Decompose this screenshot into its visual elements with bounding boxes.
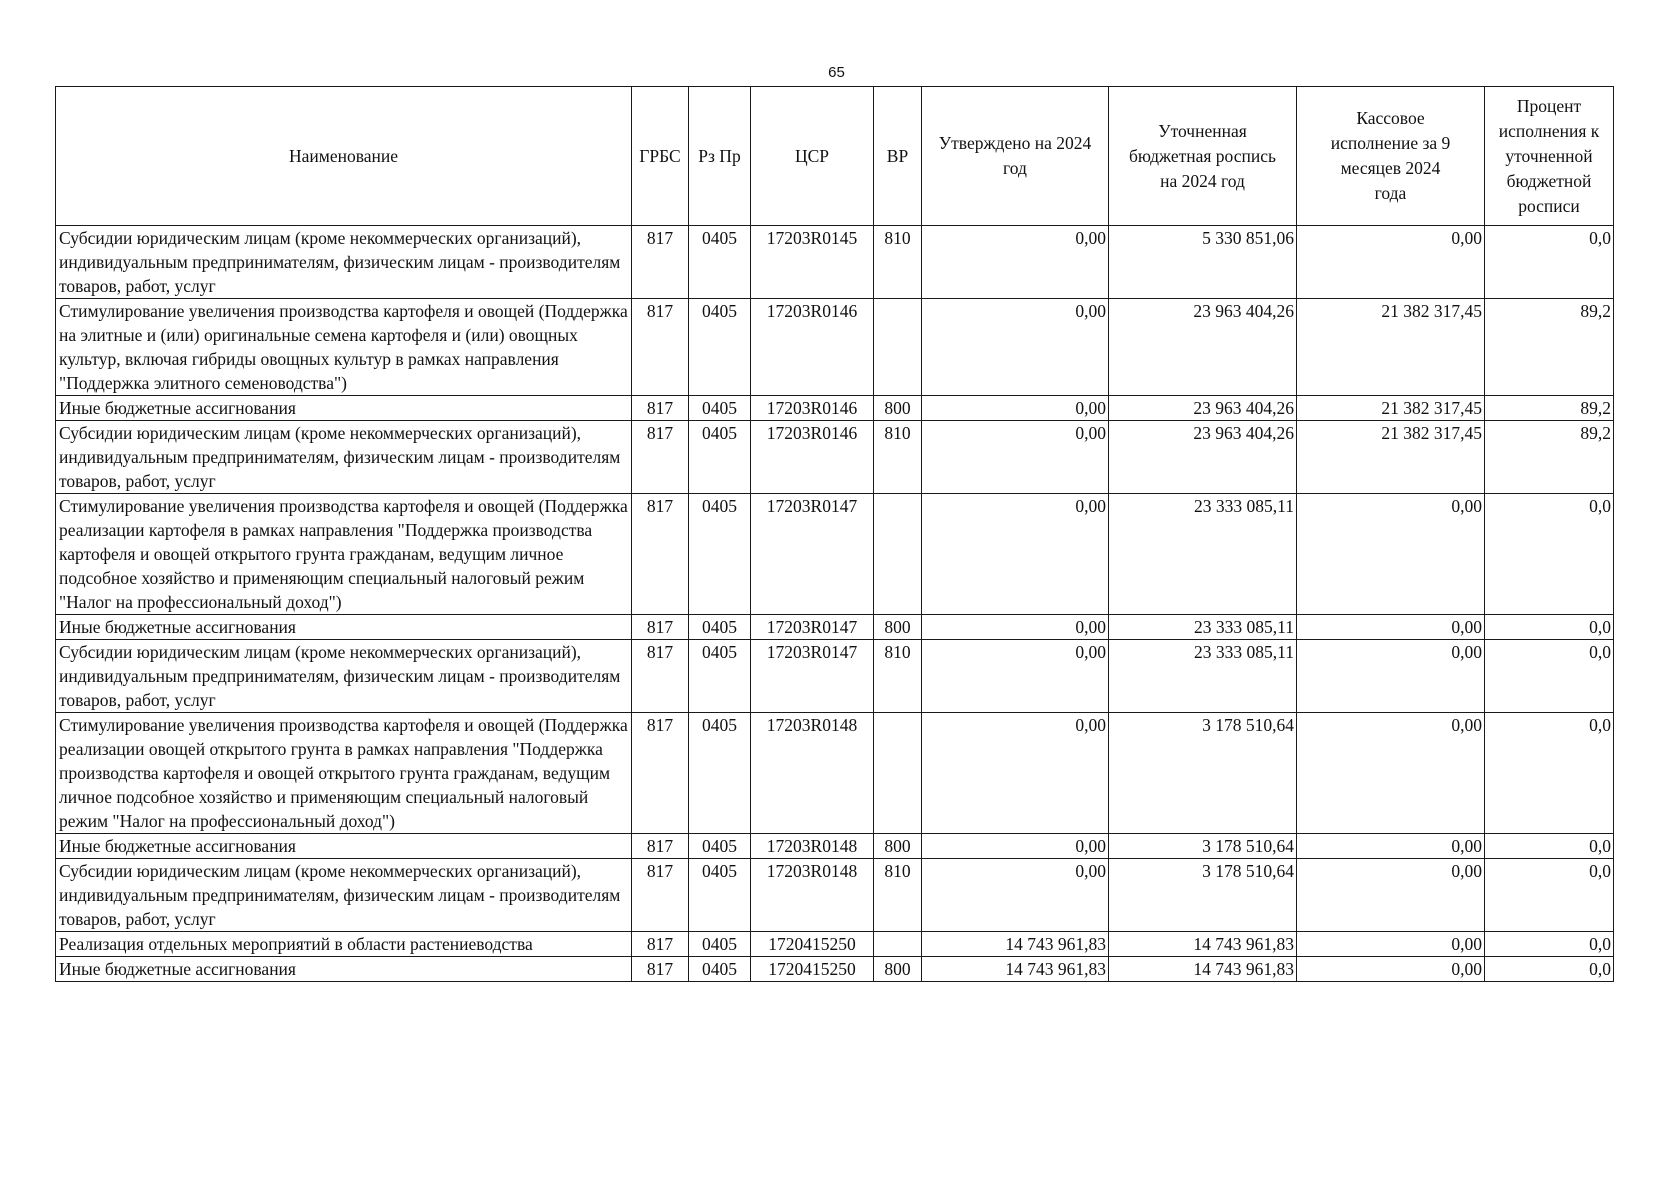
table-row: [56, 226, 1614, 299]
cell-percent: 89,2: [1485, 396, 1614, 421]
cell-cash: 0,00: [1297, 226, 1485, 299]
cell-csr: 17203R0148: [751, 834, 874, 859]
cell-refined: 23 963 404,26: [1109, 396, 1297, 421]
table-header-row: [56, 87, 1614, 226]
cell-vr: [874, 932, 922, 957]
header-percent: Процент исполнения к уточненной бюджетной росписи: [1485, 87, 1614, 226]
cell-approved: 0,00: [922, 713, 1109, 834]
cell-cash: 21 382 317,45: [1297, 299, 1485, 396]
cell-refined: 23 333 085,11: [1109, 640, 1297, 713]
cell-grbs: 817: [632, 859, 689, 932]
cell-vr: 810: [874, 421, 922, 494]
cell-grbs: 817: [632, 421, 689, 494]
cell-rzpr: 0405: [689, 396, 751, 421]
cell-percent: 0,0: [1485, 226, 1614, 299]
cell-approved: 0,00: [922, 299, 1109, 396]
cell-grbs: 817: [632, 494, 689, 615]
cell-name: Стимулирование увеличения производства картофеля и овощей (Поддержка на элитные и (или) оригинальные семена картофеля и (или) овощных культур, включая гибриды овощных культур в рамках направления "Поддержка элитного семеноводства"): [56, 299, 632, 396]
cell-approved: 0,00: [922, 226, 1109, 299]
cell-grbs: 817: [632, 299, 689, 396]
cell-csr: 17203R0148: [751, 713, 874, 834]
cell-csr: 17203R0146: [751, 299, 874, 396]
cell-percent: 0,0: [1485, 834, 1614, 859]
cell-approved: 0,00: [922, 396, 1109, 421]
budget-table: [55, 86, 1614, 982]
cell-rzpr: 0405: [689, 859, 751, 932]
cell-csr: 17203R0146: [751, 396, 874, 421]
cell-refined: 3 178 510,64: [1109, 713, 1297, 834]
cell-cash: 0,00: [1297, 834, 1485, 859]
cell-refined: 14 743 961,83: [1109, 957, 1297, 982]
cell-name: Субсидии юридическим лицам (кроме некоммерческих организаций), индивидуальным предпринимателям, физическим лицам - производителям товаров, работ, услуг: [56, 859, 632, 932]
cell-rzpr: 0405: [689, 494, 751, 615]
cell-rzpr: 0405: [689, 421, 751, 494]
cell-rzpr: 0405: [689, 713, 751, 834]
cell-percent: 0,0: [1485, 640, 1614, 713]
cell-name: Субсидии юридическим лицам (кроме некоммерческих организаций), индивидуальным предпринимателям, физическим лицам - производителям товаров, работ, услуг: [56, 640, 632, 713]
cell-refined: 23 963 404,26: [1109, 421, 1297, 494]
cell-vr: [874, 494, 922, 615]
cell-refined: 3 178 510,64: [1109, 834, 1297, 859]
cell-cash: 21 382 317,45: [1297, 421, 1485, 494]
cell-refined: 23 333 085,11: [1109, 494, 1297, 615]
header-refined: Уточненная бюджетная роспись на 2024 год: [1109, 87, 1297, 226]
cell-refined: 23 333 085,11: [1109, 615, 1297, 640]
cell-percent: 0,0: [1485, 615, 1614, 640]
table-body: [56, 226, 1614, 982]
cell-grbs: 817: [632, 932, 689, 957]
cell-approved: 0,00: [922, 834, 1109, 859]
table-row: [56, 640, 1614, 713]
cell-approved: 0,00: [922, 421, 1109, 494]
cell-rzpr: 0405: [689, 226, 751, 299]
cell-name: Субсидии юридическим лицам (кроме некоммерческих организаций), индивидуальным предпринимателям, физическим лицам - производителям товаров, работ, услуг: [56, 421, 632, 494]
cell-vr: 810: [874, 640, 922, 713]
table-row: [56, 932, 1614, 957]
header-name: Наименование: [56, 87, 632, 226]
cell-rzpr: 0405: [689, 932, 751, 957]
cell-grbs: 817: [632, 640, 689, 713]
cell-csr: 17203R0148: [751, 859, 874, 932]
cell-cash: 0,00: [1297, 640, 1485, 713]
cell-vr: 800: [874, 834, 922, 859]
table-row: [56, 859, 1614, 932]
table-row: [56, 421, 1614, 494]
cell-name: Реализация отдельных мероприятий в области растениеводства: [56, 932, 632, 957]
cell-grbs: 817: [632, 396, 689, 421]
cell-percent: 0,0: [1485, 932, 1614, 957]
cell-csr: 17203R0147: [751, 615, 874, 640]
cell-approved: 0,00: [922, 640, 1109, 713]
cell-approved: 0,00: [922, 494, 1109, 615]
cell-csr: 17203R0147: [751, 640, 874, 713]
cell-cash: 21 382 317,45: [1297, 396, 1485, 421]
cell-percent: 89,2: [1485, 421, 1614, 494]
cell-rzpr: 0405: [689, 957, 751, 982]
cell-cash: 0,00: [1297, 932, 1485, 957]
cell-vr: 800: [874, 396, 922, 421]
cell-rzpr: 0405: [689, 640, 751, 713]
cell-refined: 3 178 510,64: [1109, 859, 1297, 932]
header-grbs: ГРБС: [632, 87, 689, 226]
cell-vr: [874, 713, 922, 834]
header-approved: Утверждено на 2024 год: [922, 87, 1109, 226]
cell-name: Иные бюджетные ассигнования: [56, 396, 632, 421]
cell-grbs: 817: [632, 957, 689, 982]
cell-rzpr: 0405: [689, 615, 751, 640]
table-row: [56, 713, 1614, 834]
cell-percent: 0,0: [1485, 859, 1614, 932]
cell-percent: 0,0: [1485, 713, 1614, 834]
table-row: [56, 396, 1614, 421]
table-row: [56, 299, 1614, 396]
cell-rzpr: 0405: [689, 299, 751, 396]
cell-csr: 1720415250: [751, 932, 874, 957]
cell-approved: 0,00: [922, 859, 1109, 932]
cell-grbs: 817: [632, 226, 689, 299]
cell-percent: 0,0: [1485, 494, 1614, 615]
page-number: 65: [828, 64, 845, 81]
cell-percent: 89,2: [1485, 299, 1614, 396]
cell-vr: 810: [874, 226, 922, 299]
cell-approved: 0,00: [922, 615, 1109, 640]
cell-cash: 0,00: [1297, 615, 1485, 640]
cell-csr: 17203R0146: [751, 421, 874, 494]
cell-percent: 0,0: [1485, 957, 1614, 982]
cell-vr: 810: [874, 859, 922, 932]
cell-csr: 17203R0145: [751, 226, 874, 299]
header-vr: ВР: [874, 87, 922, 226]
header-rzpr: Рз Пр: [689, 87, 751, 226]
header-cash: Кассовое исполнение за 9 месяцев 2024 года: [1297, 87, 1485, 226]
cell-grbs: 817: [632, 615, 689, 640]
cell-csr: 17203R0147: [751, 494, 874, 615]
cell-name: Субсидии юридическим лицам (кроме некоммерческих организаций), индивидуальным предпринимателям, физическим лицам - производителям товаров, работ, услуг: [56, 226, 632, 299]
cell-refined: 14 743 961,83: [1109, 932, 1297, 957]
cell-vr: [874, 299, 922, 396]
cell-name: Иные бюджетные ассигнования: [56, 834, 632, 859]
cell-csr: 1720415250: [751, 957, 874, 982]
cell-refined: 23 963 404,26: [1109, 299, 1297, 396]
cell-name: Иные бюджетные ассигнования: [56, 957, 632, 982]
cell-grbs: 817: [632, 834, 689, 859]
cell-approved: 14 743 961,83: [922, 957, 1109, 982]
cell-cash: 0,00: [1297, 957, 1485, 982]
cell-grbs: 817: [632, 713, 689, 834]
cell-refined: 5 330 851,06: [1109, 226, 1297, 299]
cell-vr: 800: [874, 615, 922, 640]
cell-name: Стимулирование увеличения производства картофеля и овощей (Поддержка реализации овощей открытого грунта в рамках направления "Поддержка производства картофеля и овощей открытого грунта гражданам, ведущим личное подсобное хозяйство и применяющим специальный налоговый режим "Налог на профессиональный доход"): [56, 713, 632, 834]
cell-cash: 0,00: [1297, 494, 1485, 615]
cell-name: Иные бюджетные ассигнования: [56, 615, 632, 640]
cell-cash: 0,00: [1297, 713, 1485, 834]
header-csr: ЦСР: [751, 87, 874, 226]
table-row: [56, 834, 1614, 859]
table-row: [56, 615, 1614, 640]
cell-vr: 800: [874, 957, 922, 982]
cell-cash: 0,00: [1297, 859, 1485, 932]
cell-rzpr: 0405: [689, 834, 751, 859]
cell-name: Стимулирование увеличения производства картофеля и овощей (Поддержка реализации картофеля в рамках направления "Поддержка производства картофеля и овощей открытого грунта гражданам, ведущим личное подсобное хозяйство и применяющим специальный налоговый режим "Налог на профессиональный доход"): [56, 494, 632, 615]
table-row: [56, 957, 1614, 982]
table-row: [56, 494, 1614, 615]
cell-approved: 14 743 961,83: [922, 932, 1109, 957]
